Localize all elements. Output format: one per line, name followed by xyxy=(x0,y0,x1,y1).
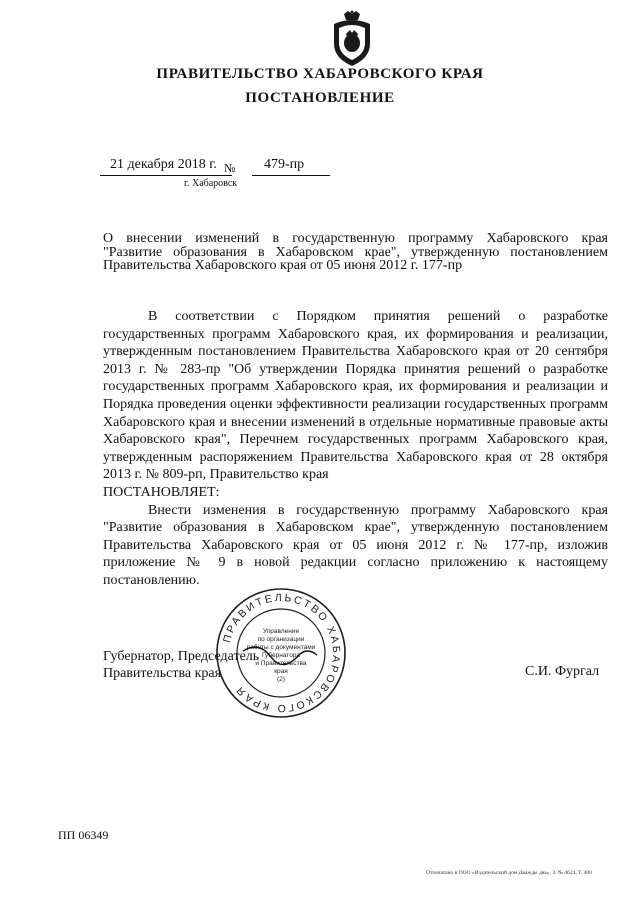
date-number-line xyxy=(100,157,330,177)
document-subject xyxy=(103,232,608,273)
stamp-ring-text: ПРАВИТЕЛЬСТВО ХАБАРОВСКОГО КРАЯ xyxy=(221,591,343,715)
date-underline xyxy=(100,175,232,176)
coat-of-arms-icon xyxy=(328,10,376,68)
signatory-position-line-2: Правительства края xyxy=(103,666,222,681)
document-type: ПОСТАНОВЛЕНИЕ xyxy=(245,90,395,106)
subject-line-2: "Развитие образования в Хабаровском крае", утвержденную постановлением xyxy=(103,244,608,260)
stamp-line-6: края xyxy=(274,668,288,675)
stamp-line-3: работы с документами xyxy=(246,644,316,651)
signatory-position-line-1: Губернатор, Председатель xyxy=(103,649,260,664)
number-sign: № xyxy=(224,161,236,175)
official-stamp xyxy=(213,585,349,721)
organization-title: ПРАВИТЕЛЬСТВО ХАБАРОВСКОГО КРАЯ xyxy=(156,66,484,82)
stamp-line-2: по организации xyxy=(257,636,305,643)
subject-line-3: Правительства Хабаровского края от 05 июня 2012 г. 177-пр xyxy=(103,258,463,273)
signatory-name: С.И. Фургал xyxy=(525,664,600,679)
document-number: 479-пр xyxy=(264,157,305,172)
stamp-line-1: Управление xyxy=(262,628,300,635)
stamp-line-5: и Правительства xyxy=(255,660,307,667)
stamp-line-4: Губернатора xyxy=(261,652,301,659)
printer-note: Отпечатано в ООО «Издательский дом Дважды два», З. № 4624, Т. 400 xyxy=(426,870,592,876)
document-code: ПП 06349 xyxy=(58,828,109,842)
preamble-paragraph: В соответствии с Порядком принятия решений о разработке государственных программ Хабаровского края, их формирования и реализации, утвержденным постановлением Правительства Хабаровского края от 20 сентября 2013 г. № 283-пр "Об утверждении Порядка принятия решений о разработке государственных программ Хабаровского края, их формирования и реализации и Порядка проведения оценки эффективности реализации государственных программ Хабаровского края и внесении изменений в отдельные нормативные правовые акты Хабаровского края", Перечнем государственных программ Хабаровского края, утвержденным распоряжением Правительства Хабаровского края от 28 октября 2013 г. № 809-рп, Правительство края xyxy=(103,309,608,483)
stamp-line-7: (2) xyxy=(277,676,285,683)
document-body xyxy=(103,308,608,590)
document-date: 21 декабря 2018 г. xyxy=(110,157,217,172)
number-underline xyxy=(252,175,330,176)
resolution-paragraph: Внести изменения в государственную программу Хабаровского края "Развитие образования в Хабаровском крае", утвержденную постановлением Правительства Хабаровского края от 05 июня 2012 г. № 177-пр, изложив приложение № 9 в новой редакции согласно приложению к настоящему постановлению. xyxy=(103,502,608,588)
subject-line-1: О внесении изменений в государственную программу Хабаровского края xyxy=(103,231,608,246)
document-city: г. Хабаровск xyxy=(184,178,238,189)
resolves-heading: ПОСТАНОВЛЯЕТ: xyxy=(103,484,220,500)
